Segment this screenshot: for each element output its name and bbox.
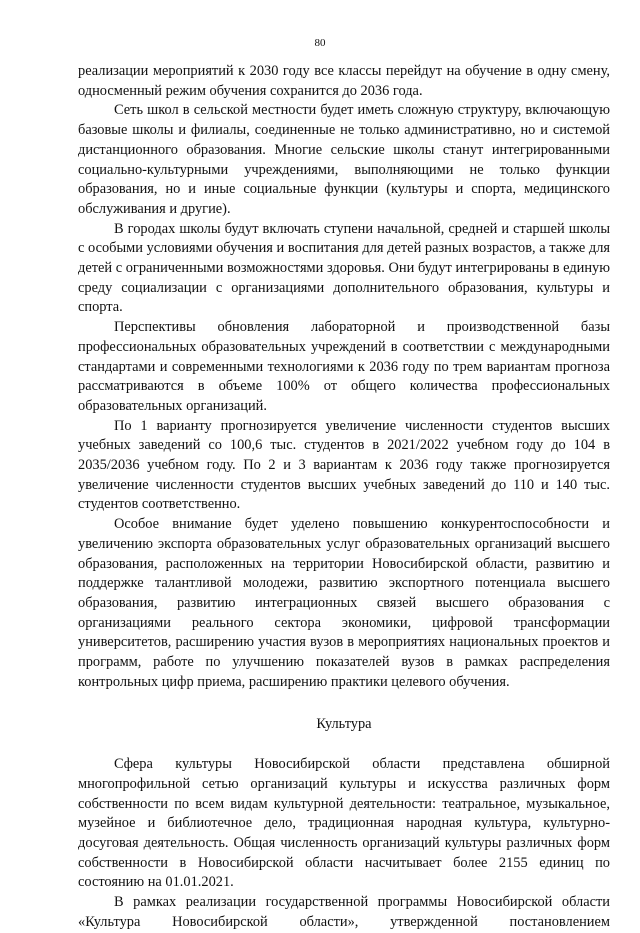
paragraph: Сфера культуры Новосибирской области представлена обширной многопрофильной сетью организаций культуры и искусства различных форм собственности по всем видам культурной деятельности: театральное, музыкальное, музейное и библиотечное дело, традиционная народная культура, культурно-досуговая деятельность. Общая численность организаций культуры различных форм собственности в Новосибирской области насчитывает более 2155 единиц по состоянию на 01.01.2021. xyxy=(78,756,610,891)
paragraph: В городах школы будут включать ступени начальной, средней и старшей школы с особыми условиями обучения и воспитания для детей разных возрастов, а также для детей с ограниченными возможностями здоровья. Они будут интегрированы в единую среду социализации с организациями дополнительного образования, культуры и спорта. xyxy=(78,220,610,316)
page-number: 80 xyxy=(314,37,326,49)
paragraph: Особое внимание будет уделено повышению конкурентоспособности и увеличению экспорта образовательных услуг образовательных организаций высшего образования, расположенных на территории Новосибирской области, развитию и поддержке талантливой молодежи, развитию экспортного потенциала высшего образования, развитию интеграционных связей высшего образования с организациями реального сектора экономики, цифровой трансформации университетов, расширению участия вузов в мероприятиях национальных проектов и программ, работе по улучшению показателей вузов в рамках распределения контрольных цифр приема, расширению практики целевого обучения. xyxy=(78,516,610,690)
paragraph: В рамках реализации государственной программы Новосибирской области «Культура Новосибирской области», утвержденной постановлением xyxy=(78,894,610,930)
paragraph: Сеть школ в сельской местности будет иметь сложную структуру, включающую базовые школы и филиалы, соединенные не только административно, но и системой дистанционного образования. Многие сельские школы станут интегрированными социально-культурными учреждениями, выполняющими не только функции образования, но и иные социальные функции (культуры и спорта, медицинского обслуживания и другие). xyxy=(78,102,610,217)
section-heading: Культура xyxy=(316,715,372,732)
document-body xyxy=(78,62,610,933)
paragraph: Перспективы обновления лабораторной и производственной базы профессиональных образовательных учреждений в соответствии с международными стандартами и современными технологиями к 2036 году по трем вариантам прогноза рассматриваются в объеме 100% от общего количества профессиональных образовательных организаций. xyxy=(78,319,610,414)
paragraph: реализации мероприятий к 2030 году все классы перейдут на обучение в одну смену, односменный режим обучения сохранится до 2036 года. xyxy=(78,63,610,99)
paragraph: По 1 варианту прогнозируется увеличение численности студентов высших учебных заведений со 100,6 тыс. студентов в 2021/2022 учебном году до 104 в 2035/2036 учебном году. По 2 и 3 вариантам к 2036 году также прогнозируется увеличение численности студентов высших учебных заведений до 110 и 140 тыс. студентов соответственно. xyxy=(78,417,610,513)
